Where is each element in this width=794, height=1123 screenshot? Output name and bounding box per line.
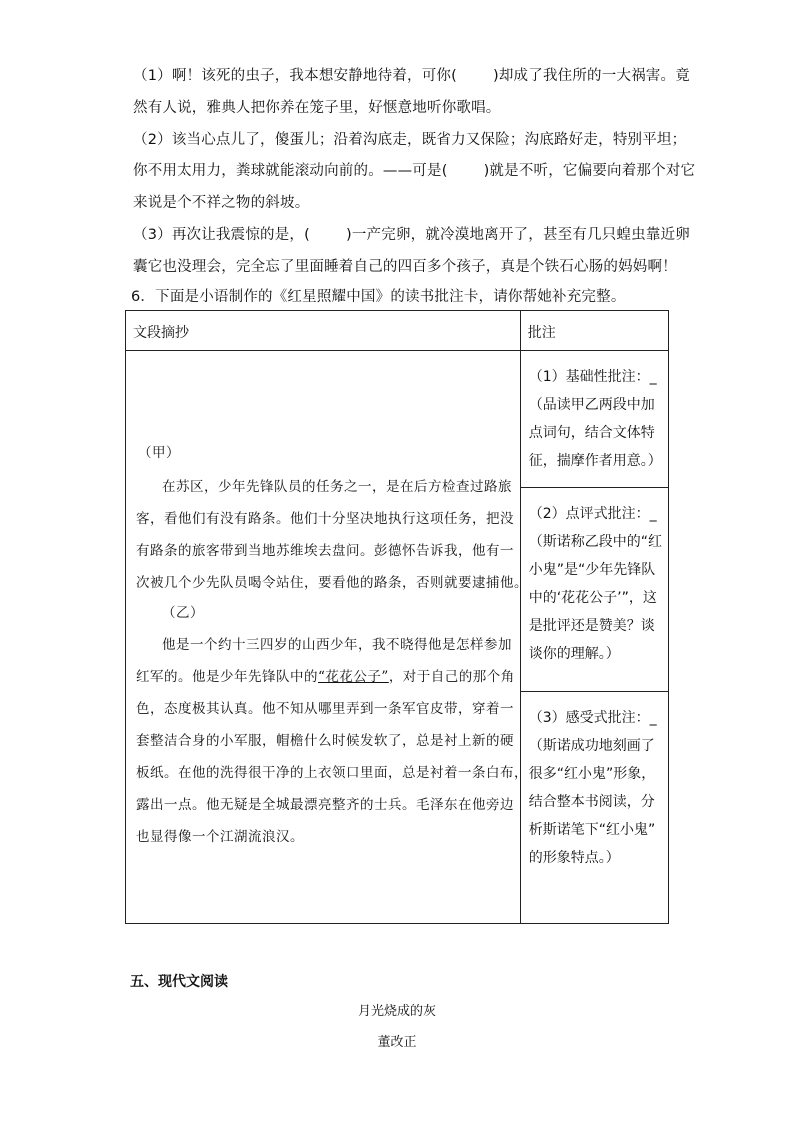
passage-yi-line: 色，态度极其认真。他不知从哪里弄到一条军官皮带，穿着一: [136, 701, 514, 717]
underlined-phrase: “花花公子”: [318, 669, 389, 685]
passage-yi-line: 露出一点。他无疑是全城最漂亮整齐的士兵。毛泽东在他旁边: [136, 797, 514, 813]
passage-yi-line: 也显得像一个江湖流浪汉。: [136, 829, 304, 845]
article-author: 董改正: [377, 1035, 417, 1050]
note-basic[interactable]: （1）基础性批注：_ （品读甲乙两段中加 点词句，结合文体特 征，揣摩作者用意。）: [521, 351, 668, 488]
header-excerpt: 文段摘抄: [126, 311, 521, 351]
passage-jia-line: 有路条的旅客带到当地苏维埃去盘问。彭德怀告诉我，他有一: [136, 543, 514, 559]
passage-jia-line: 次被几个少先队员喝令站住，要看他的路条，否则就要逮捕他。: [136, 575, 528, 591]
passage-yi-label: （乙）: [162, 605, 204, 621]
annotation-card-table: [125, 310, 669, 924]
section-heading: 五、现代文阅读: [130, 974, 228, 990]
excerpt-cell: [126, 351, 528, 924]
q5-item2-line1: （2）该当心点儿了，傻蛋儿；沿着沟底走，既省力又保险；沟底路好走，特别平坦；: [133, 132, 687, 148]
q5-item2-line3: 来说是个不祥之物的斜坡。: [133, 195, 310, 211]
question-6: 6．下面是小语制作的《红星照耀中国》的读书批注卡，请你帮她补充完整。: [131, 289, 626, 305]
q5-item2-line2: 你不用太用力，粪球就能滚动向前的。——可是( )就是不听，它偏要向着那个对它: [133, 163, 696, 179]
q5-item1-line2: 然有人说，雅典人把你养在笼子里，好惬意地听你歌唱。: [133, 100, 501, 116]
note-feeling[interactable]: （3）感受式批注：_ （斯诺成功地刻画了 很多“红小鬼”形象， 结合整本书阅读，分 析斯诺笔下“红小鬼” 的形象特点。）: [528, 710, 657, 866]
passage-yi-line: 红军的。他是少年先锋队中的“花花公子”，对于自己的那个角: [136, 669, 515, 685]
header-notes: 批注: [520, 311, 668, 351]
note-comment[interactable]: （2）点评式批注：_ （斯诺称乙段中的“红 小鬼”是“少年先锋队 中的‘花花公子’”，这 是批评还是赞美？谈 谈你的理解。）: [521, 488, 668, 692]
passage-jia-line: 客，看他们有没有路条。他们十分坚决地执行这项任务，把没: [136, 511, 514, 527]
passage-jia-label: （甲）: [138, 445, 180, 461]
notes-cell: [520, 351, 668, 924]
article-title: 月光烧成的灰: [357, 1004, 436, 1019]
q5-item3-line1: （3）再次让我震惊的是，( )一产完卵，就冷漠地离开了，甚至有几只蝗虫靠近卵: [133, 227, 690, 243]
q5-item1-line1: （1）啊！该死的虫子，我本想安静地待着，可你( )却成了我住所的一大祸害。竟: [133, 68, 690, 84]
passage-yi-line: 套整洁合身的小军服，帽檐什么时候发软了，总是衬上新的硬: [136, 733, 514, 749]
passage-yi-line: 他是一个约十三四岁的山西少年，我不晓得他是怎样参加: [162, 637, 512, 653]
passage-jia-line: 在苏区，少年先锋队员的任务之一，是在后方检查过路旅: [162, 479, 512, 495]
passage-yi-line: 板纸。在他的洗得很干净的上衣领口里面，总是衬着一条白布，: [136, 765, 528, 781]
q5-item3-line2: 囊它也没理会，完全忘了里面睡着自己的四百多个孩子，真是个铁石心肠的妈妈啊！: [133, 259, 677, 275]
